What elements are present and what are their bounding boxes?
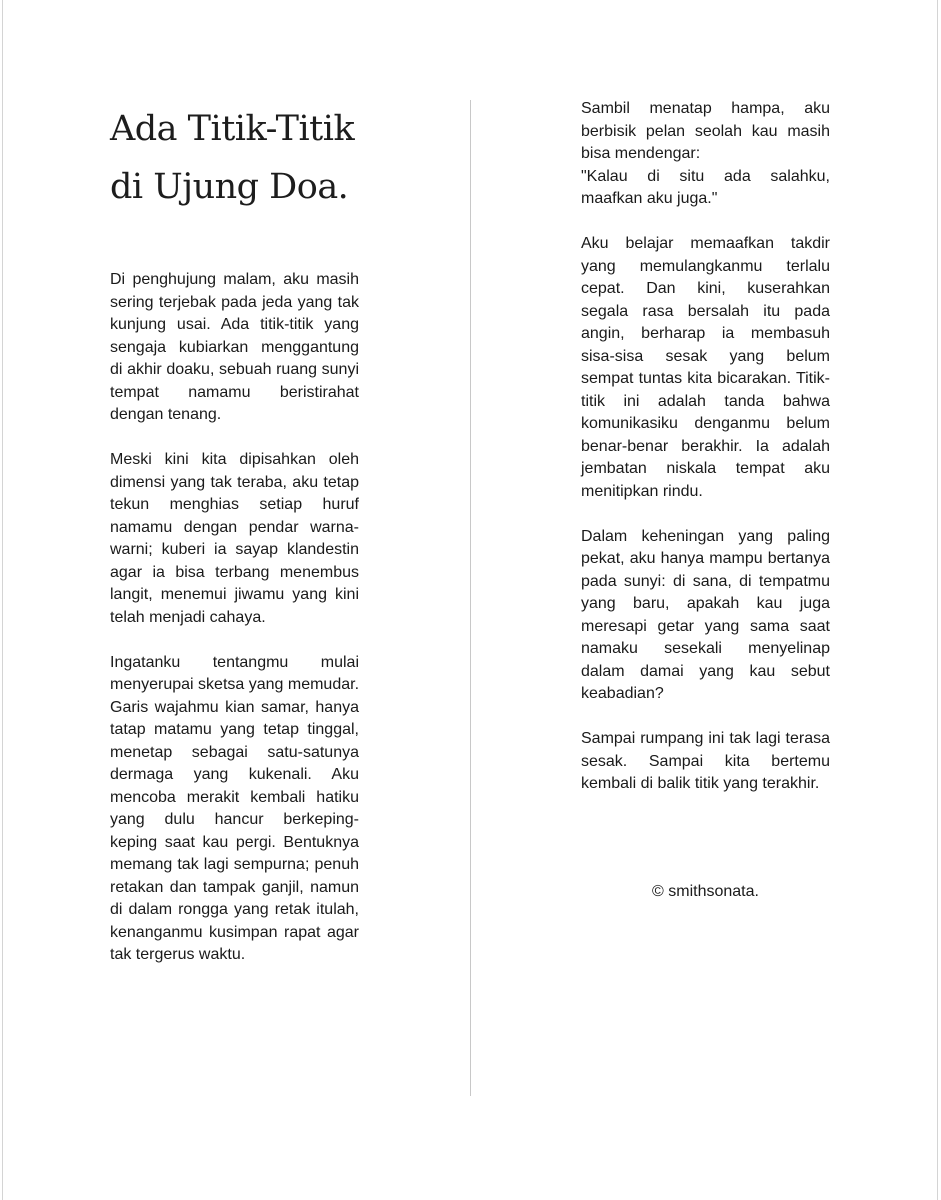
body-paragraph: Sampai rumpang ini tak lagi terasa sesak. Sampai kita bertemu kembali di balik titik yang terakhir. xyxy=(581,730,830,792)
body-paragraph: Ingatanku tentangmu mulai menyerupai sketsa yang memudar. Garis wajahmu kian samar, hanya tatap matamu yang tetap tinggal, menetap sebagai satu-satunya dermaga yang kukenali. Aku mencoba merakit kembali hatiku yang dulu hancur berkeping-keping saat kau pergi. Bentuknya memang tak lagi sempurna; penuh retakan dan tampak ganjil, namun di dalam rongga yang retak itulah, kenanganmu kusimpan rapat agar tak tergerus waktu. xyxy=(110,653,360,963)
left-column xyxy=(110,269,359,989)
page-edge-right xyxy=(937,0,938,1200)
body-paragraph: Di penghujung malam, aku masih sering terjebak pada jeda yang tak kunjung usai. Ada titik-titik yang sengaja kubiarkan menggantung di akhir doaku, sebuah ruang sunyi tempat namamu beristirahat dengan tenang. xyxy=(110,271,359,423)
body-paragraph: Meski kini kita dipisahkan oleh dimensi yang tak teraba, aku tetap tekun menghias setiap huruf namamu dengan pendar warna-warni; kuberi ia sayap klandestin agar ia bisa terbang menembus langit, menemui jiwamu yang kini telah menjadi cahaya. xyxy=(110,451,359,626)
body-paragraph: Sambil menatap hampa, aku berbisik pelan seolah kau masih bisa mendengar: "Kalau di situ ada salahku, maafkan aku juga." xyxy=(581,100,830,207)
title-line-2: di Ujung Doa. xyxy=(110,167,349,207)
body-paragraph: Aku belajar memaafkan takdir yang memulangkanmu terlalu cepat. Dan kini, kuserahkan segala rasa bersalah itu pada angin, berharap ia membasuh sisa-sisa sesak yang belum sempat tuntas kita bicarakan. Titik-titik ini adalah tanda bahwa komunikasiku denganmu belum benar-benar berakhir. Ia adalah jembatan niskala tempat aku menitipkan rindu. xyxy=(581,235,830,500)
column-divider xyxy=(470,100,471,1096)
page-edge-left xyxy=(2,0,3,1200)
body-paragraph: Dalam keheningan yang paling pekat, aku hanya mampu bertanya pada sunyi: di sana, di tempatmu yang baru, apakah kau juga meresapi getar yang sama saat namaku sesekali menyelinap dalam damai yang kau sebut keabadian? xyxy=(581,527,830,702)
right-column xyxy=(581,98,830,818)
author-credit: © smithsonata. xyxy=(652,883,759,900)
title-line-1: Ada Titik-Titik xyxy=(110,109,355,149)
page-title xyxy=(110,100,370,216)
